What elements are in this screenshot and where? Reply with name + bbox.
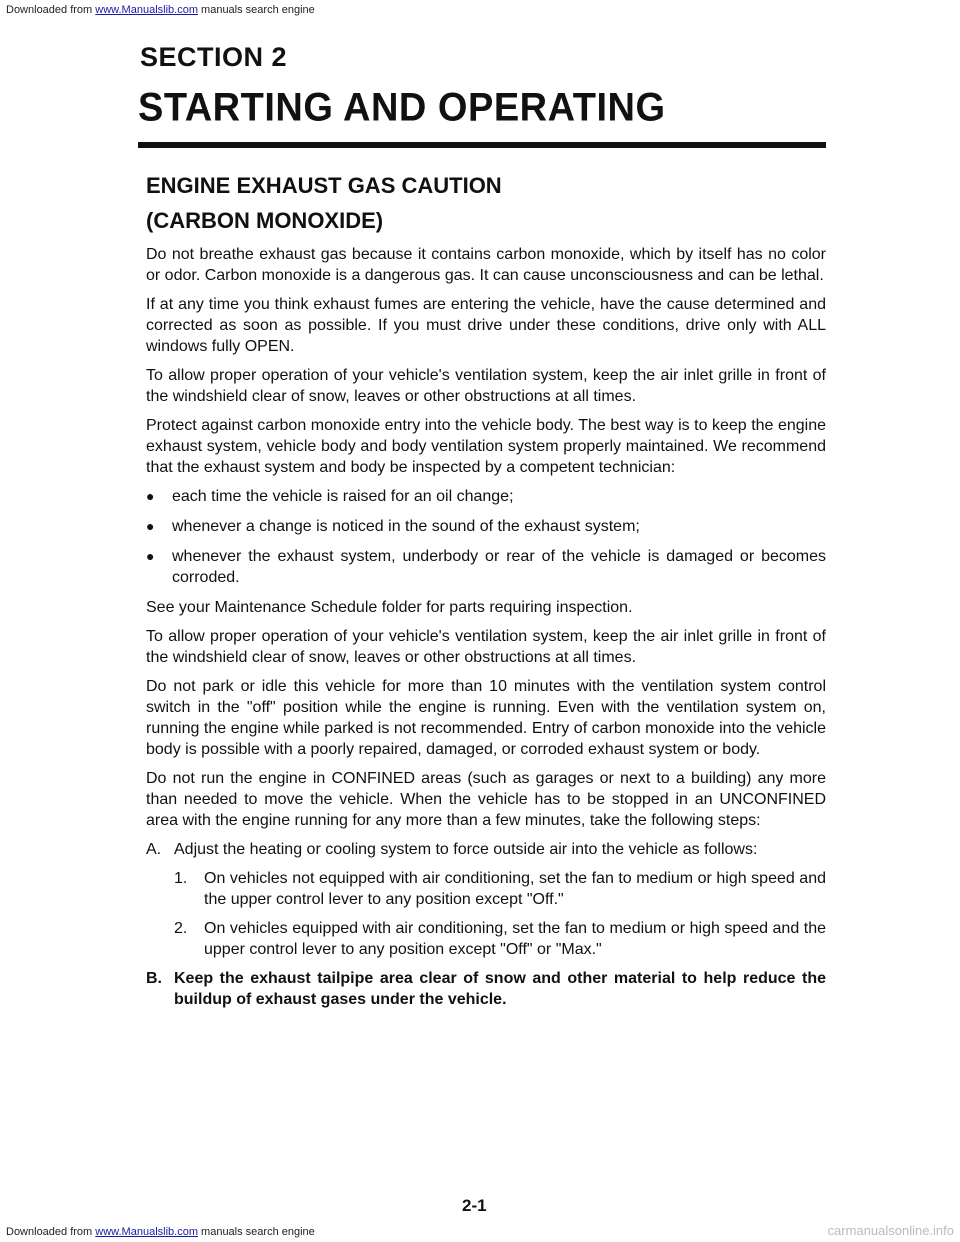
paragraph: To allow proper operation of your vehicle's ventilation system, keep the air inlet grille in front of the windshield clear of snow, leaves or other obstructions at all times. — [146, 367, 826, 406]
step-marker: B. — [146, 970, 162, 988]
step-text: Adjust the heating or cooling system to force outside air into the vehicle as follows: — [174, 841, 758, 859]
banner-suffix: manuals search engine — [197, 4, 315, 16]
footer-text — [6, 1226, 315, 1238]
manual-page — [132, 30, 826, 1018]
bullet-text: each time the vehicle is raised for an oil change; — [172, 488, 514, 506]
footer-manualslib-link[interactable]: www.Manualslib.com — [95, 1226, 198, 1238]
paragraph: Do not park or idle this vehicle for more than 10 minutes with the ventilation system control switch in the "off" position while the engine is running. Even with the ventilation system on, running the engine while parked is not recommended. Entry of carbon monoxide into the vehicle body is possible with a poorly repaired, damaged, or corroded exhaust system or body. — [146, 678, 826, 759]
page-number: 2-1 — [462, 1196, 487, 1215]
page-title: STARTING AND OPERATING — [138, 85, 666, 131]
substep-text: On vehicles equipped with air conditioning, set the fan to medium or high speed and the upper control lever to any position except "Off" or "Max." — [204, 920, 826, 959]
download-banner — [0, 0, 960, 22]
bullet-item — [146, 516, 826, 537]
footer-suffix: manuals search engine — [197, 1226, 315, 1238]
bullet-icon: ● — [146, 488, 155, 505]
caution-heading-line2: (CARBON MONOXIDE) — [146, 208, 384, 234]
paragraph: To allow proper operation of your vehicle's ventilation system, keep the air inlet grille in front of the windshield clear of snow, leaves or other obstructions at all times. — [146, 628, 826, 667]
paragraph: Do not run the engine in CONFINED areas (such as garages or next to a building) any more than needed to move the vehicle. When the vehicle has to be stopped in an UNCONFINED area with the engine running for any more than a few minutes, take the following steps: — [146, 770, 826, 830]
bullet-item — [146, 486, 826, 507]
bullet-text: whenever a change is noticed in the sound of the exhaust system; — [172, 518, 640, 536]
manualslib-link[interactable]: www.Manualslib.com — [95, 4, 198, 16]
bullet-text: whenever the exhaust system, underbody or rear of the vehicle is damaged or becomes corroded. — [172, 548, 826, 587]
substep — [174, 918, 826, 960]
substep-marker: 2. — [174, 920, 188, 938]
paragraph: Do not breathe exhaust gas because it contains carbon monoxide, which by itself has no color or odor. Carbon monoxide is a dangerous gas. It can cause unconsciousness and can be lethal. — [146, 246, 826, 285]
caution-heading-line1: ENGINE EXHAUST GAS CAUTION — [146, 173, 502, 198]
paragraph: If at any time you think exhaust fumes are entering the vehicle, have the cause determined and corrected as soon as possible. If you must drive under these conditions, drive only with ALL windows fully OPEN. — [146, 296, 826, 356]
bullet-icon: ● — [146, 518, 155, 535]
watermark: carmanualsonline.info — [827, 1223, 954, 1238]
caution-heading — [146, 168, 822, 238]
step-text: Keep the exhaust tailpipe area clear of snow and other material to help reduce the buildup of exhaust gases under the vehicle. — [174, 970, 826, 1009]
body-text — [146, 244, 826, 1010]
paragraph: Protect against carbon monoxide entry into the vehicle body. The best way is to keep the engine exhaust system, vehicle body and body ventilation system properly maintained. We recommend that the exhaust system and body be inspected by a competent technician: — [146, 417, 826, 477]
title-divider — [138, 142, 826, 148]
download-footer — [0, 1220, 960, 1242]
section-label: SECTION 2 — [140, 42, 288, 72]
paragraph: See your Maintenance Schedule folder for parts requiring inspection. — [146, 599, 633, 617]
substep-marker: 1. — [174, 870, 188, 888]
banner-prefix: Downloaded from — [6, 4, 96, 16]
step-a — [146, 839, 826, 860]
bullet-icon: ● — [146, 548, 155, 565]
substep — [174, 868, 826, 910]
step-marker: A. — [146, 841, 162, 859]
substep-text: On vehicles not equipped with air conditioning, set the fan to medium or high speed and the upper control lever to any position except "Off." — [204, 870, 826, 909]
bullet-item — [146, 546, 826, 588]
footer-prefix: Downloaded from — [6, 1226, 96, 1238]
step-b — [146, 968, 826, 1010]
